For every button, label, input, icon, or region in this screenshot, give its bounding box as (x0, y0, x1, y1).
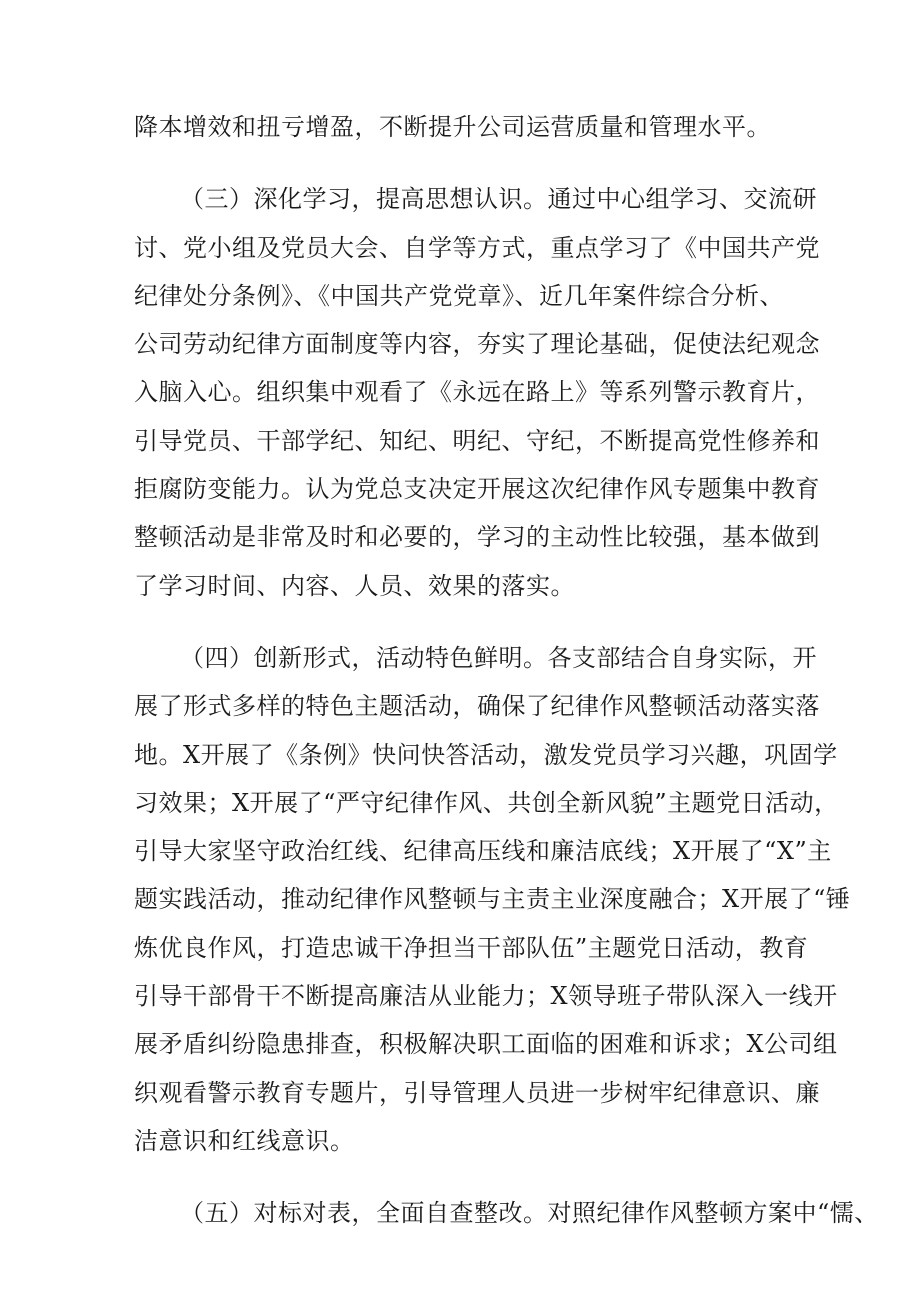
text-line: 展了形式多样的特色主题活动，确保了纪律作风整顿活动落实落 (134, 692, 820, 721)
paragraph-gap (134, 1165, 794, 1189)
text-line: 拒腐防变能力。认为党总支决定开展这次纪律作风专题集中教育 (134, 475, 820, 504)
text-line: 入脑入心。组织集中观看了《永远在路上》等系列警示教育片， (134, 378, 820, 407)
paragraph (134, 103, 794, 151)
document-body (134, 103, 879, 1238)
paragraph (134, 175, 820, 610)
text-line: 引导大家坚守政治红线、纪律高压线和廉洁底线；X开展了“X”主 (134, 837, 832, 866)
paragraph-gap (134, 610, 794, 634)
text-line: 地。X开展了《条例》快问快答活动，激发党员学习兴趣，巩固学 (134, 740, 838, 769)
text-line: 公司劳动纪律方面制度等内容，夯实了理论基础，促使法纪观念 (134, 330, 820, 359)
text-line: 整顿活动是非常及时和必要的，学习的主动性比较强，基本做到 (134, 523, 820, 552)
text-line: （五）对标对表，全面自查整改。对照纪律作风整顿方案中“懦、 (180, 1199, 879, 1228)
text-line: 洁意识和红线意识。 (134, 1126, 355, 1155)
text-line: （四）创新形式，活动特色鲜明。各支部结合自身实际，开 (180, 643, 817, 672)
text-line: 讨、党小组及党员大会、自学等方式，重点学习了《中国共产党 (134, 233, 820, 262)
text-line: 引导干部骨干不断提高廉洁从业能力；X领导班子带队深入一线开 (134, 982, 838, 1011)
text-line: 织观看警示教育专题片，引导管理人员进一步树牢纪律意识、廉 (134, 1078, 820, 1107)
text-line: 降本增效和扭亏增盈，不断提升公司运营质量和管理水平。 (134, 113, 771, 141)
paragraph (134, 634, 851, 1165)
text-line: 炼优良作风，打造忠诚干净担当干部队伍”主题党日活动，教育 (134, 933, 809, 962)
text-line: （三）深化学习，提高思想认识。通过中心组学习、交流研 (180, 185, 817, 214)
text-line: 题实践活动，推动纪律作风整顿与主责主业深度融合；X开展了“锤 (134, 885, 851, 914)
text-line: 展矛盾纠纷隐患排查，积极解决职工面临的困难和诉求；X公司组 (134, 1030, 838, 1059)
text-line: 习效果；X开展了“严守纪律作风、共创全新风貌”主题党日活动， (134, 788, 839, 817)
text-line: 纪律处分条例》、《中国共产党党章》、近几年案件综合分析、 (134, 281, 784, 310)
paragraph-gap (134, 151, 794, 175)
paragraph (134, 1189, 879, 1237)
text-line: 引导党员、干部学纪、知纪、明纪、守纪，不断提高党性修养和 (134, 426, 820, 455)
text-line: 了学习时间、内容、人员、效果的落实。 (134, 571, 575, 600)
